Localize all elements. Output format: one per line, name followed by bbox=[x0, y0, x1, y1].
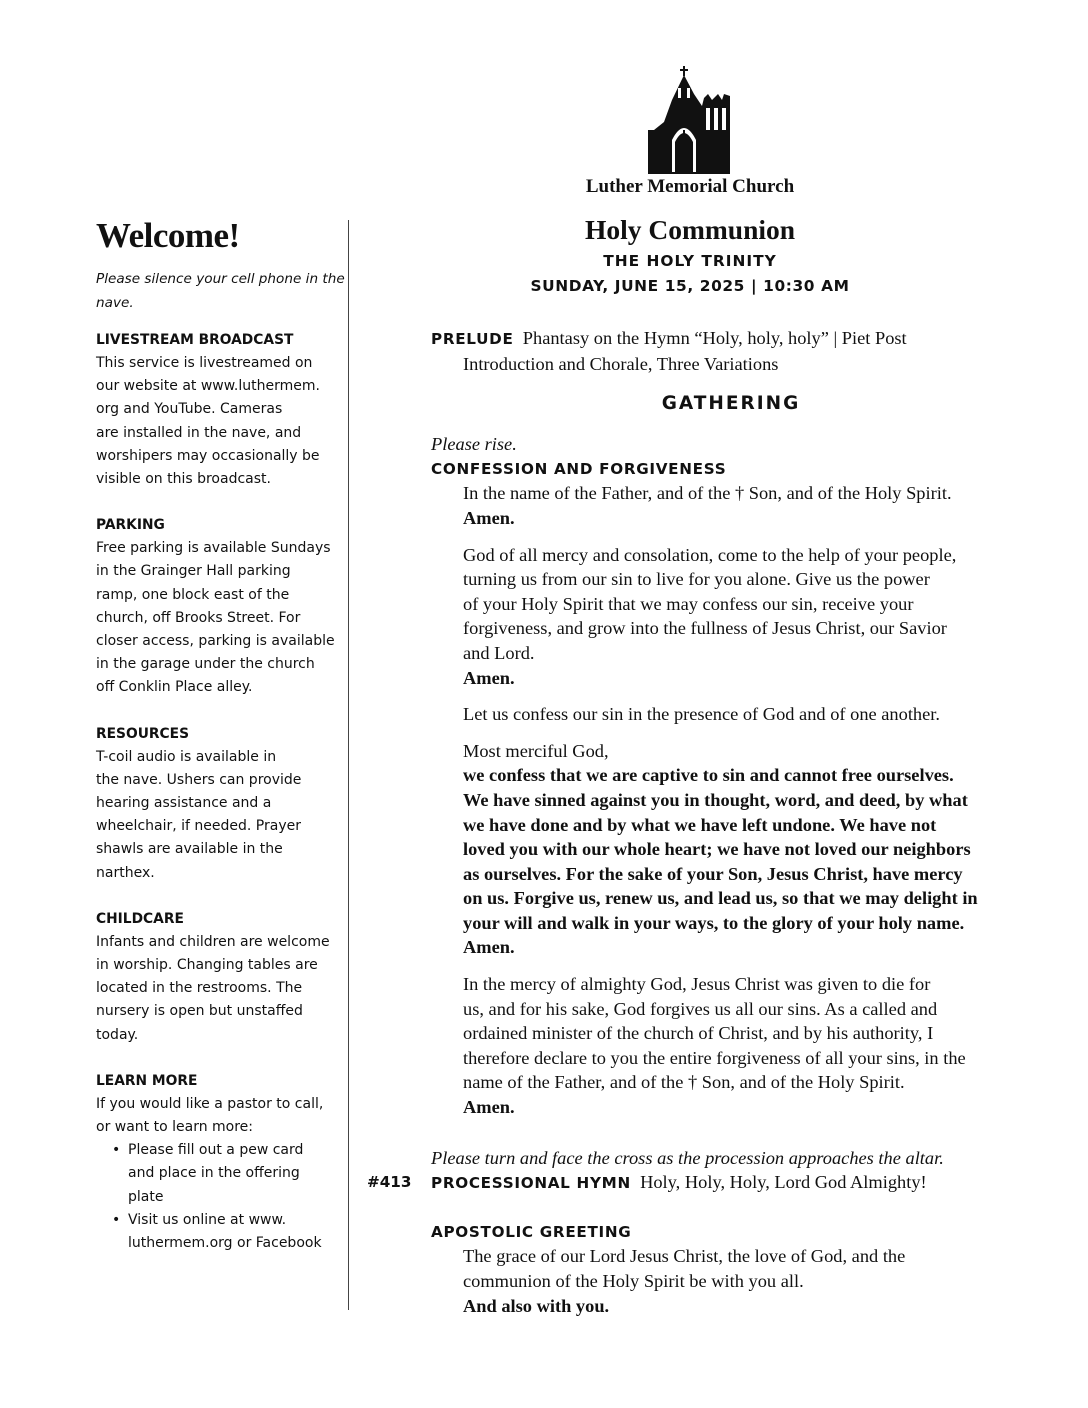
text-line: plate bbox=[128, 1188, 164, 1205]
text-line: worshipers may occasionally be bbox=[96, 447, 320, 464]
text-line: therefore declare to you the entire forgiveness of all your sins, in the bbox=[463, 1047, 966, 1068]
service-date: SUNDAY, JUNE 15, 2025 | 10:30 AM bbox=[530, 277, 850, 295]
text-line: in the garage under the church bbox=[96, 656, 315, 673]
list-item bbox=[112, 1209, 334, 1255]
absolution bbox=[463, 972, 1031, 1120]
invocation bbox=[463, 481, 1031, 530]
text-line: church, off Brooks Street. For bbox=[96, 609, 301, 626]
text-line: Free parking is available Sundays bbox=[96, 540, 331, 557]
rubric-please-rise: Please rise. bbox=[431, 434, 517, 455]
text-line: we confess that we are captive to sin and cannot free ourselves. bbox=[463, 765, 954, 786]
invitation-to-confession bbox=[463, 702, 1031, 727]
service-subtitle: THE HOLY TRINITY bbox=[603, 252, 777, 270]
greeting-heading: APOSTOLIC GREETING bbox=[431, 1222, 632, 1241]
text-line: us, and for his sake, God forgives us all our sins. As a called and bbox=[463, 998, 938, 1019]
welcome-note-line: nave. bbox=[96, 294, 134, 311]
text-line: forgiveness, and grow into the fullness of Jesus Christ, our Savior bbox=[463, 618, 947, 639]
text-line: as ourselves. For the sake of your Son, Jesus Christ, have mercy bbox=[463, 863, 963, 884]
text-line: visible on this broadcast. bbox=[96, 471, 271, 488]
text-line: today. bbox=[96, 1026, 139, 1043]
parking-heading: PARKING bbox=[96, 517, 165, 534]
text-line: Infants and children are welcome bbox=[96, 933, 330, 950]
text-line: ordained minister of the church of Christ, and by his authority, I bbox=[463, 1023, 934, 1044]
prelude-label: PRELUDE bbox=[431, 330, 514, 348]
text-line: name of the Father, and of the † Son, and of the Holy Spirit. bbox=[463, 1072, 905, 1093]
text-line: In the mercy of almighty God, Jesus Christ was given to die for bbox=[463, 974, 931, 995]
text-line: If you would like a pastor to call, bbox=[96, 1095, 324, 1112]
hymn-number: #413 bbox=[367, 1173, 412, 1192]
apostolic-greeting bbox=[463, 1244, 1031, 1318]
text-line: and Lord. bbox=[463, 642, 535, 663]
confession-prayer bbox=[463, 739, 1031, 960]
processional-hymn bbox=[367, 1170, 1031, 1196]
text-line: narthex. bbox=[96, 864, 155, 881]
text-line: of your Holy Spirit that we may confess our sin, receive your bbox=[463, 593, 914, 614]
order-of-service bbox=[367, 326, 1031, 1318]
text-line: on us. Forgive us, renew us, and lead us, so that we may delight in bbox=[463, 888, 978, 909]
rubric-procession: Please turn and face the cross as the procession approaches the altar. bbox=[431, 1147, 944, 1168]
text-line: hearing assistance and a bbox=[96, 795, 272, 812]
text-line: • Please fill out a pew card bbox=[128, 1142, 304, 1159]
text-line: The grace of our Lord Jesus Christ, the love of God, and the bbox=[463, 1246, 906, 1267]
welcome-title: Welcome! bbox=[96, 216, 240, 255]
text-line: God of all mercy and consolation, come to the help of your people, bbox=[463, 544, 957, 565]
text-line: in worship. Changing tables are bbox=[96, 957, 318, 974]
text-line: In the name of the Father, and of the † Son, and of the Holy Spirit. bbox=[463, 483, 952, 504]
church-icon bbox=[642, 66, 738, 174]
text-line: or want to learn more: bbox=[96, 1119, 254, 1136]
text-line: T-coil audio is available in bbox=[96, 748, 277, 765]
text-line: are installed in the nave, and bbox=[96, 424, 302, 441]
text-line: turning us from our sin to live for you alone. Give us the power bbox=[463, 569, 930, 590]
parking-text bbox=[96, 537, 334, 699]
greeting-response: And also with you. bbox=[463, 1295, 610, 1316]
text-line: communion of the Holy Spirit be with you all. bbox=[463, 1271, 804, 1291]
text-line: We have sinned against you in thought, word, and deed, by what bbox=[463, 789, 968, 810]
text-line: and place in the offering bbox=[128, 1165, 300, 1182]
text-line: our website at www.luthermem. bbox=[96, 378, 320, 395]
livestream-heading: LIVESTREAM BROADCAST bbox=[96, 332, 294, 348]
childcare-heading: CHILDCARE bbox=[96, 910, 184, 927]
welcome-sidebar bbox=[96, 214, 345, 1255]
prelude-line bbox=[431, 326, 1031, 352]
welcome-note-line: Please silence your cell phone in the bbox=[96, 271, 345, 287]
text-line: • Visit us online at www. bbox=[128, 1211, 287, 1228]
learn-more-list bbox=[96, 1139, 334, 1255]
text-line: nursery is open but unstaffed bbox=[96, 1003, 303, 1020]
text-line: org and YouTube. Cameras bbox=[96, 401, 283, 418]
prayer-of-preparation bbox=[463, 543, 1031, 691]
resources-text bbox=[96, 746, 334, 885]
text-line: we have done and by what we have left undone. We have not bbox=[463, 814, 937, 835]
list-item bbox=[112, 1139, 334, 1209]
amen-response: Amen. bbox=[463, 1097, 515, 1118]
amen-response: Amen. bbox=[463, 667, 515, 688]
learn-more-text bbox=[96, 1093, 334, 1139]
text-line: Let us confess our sin in the presence of God and of one another. bbox=[463, 704, 940, 725]
confession-heading: CONFESSION AND FORGIVENESS bbox=[431, 459, 727, 478]
learn-more-heading: LEARN MORE bbox=[96, 1072, 198, 1089]
text-line: the nave. Ushers can provide bbox=[96, 771, 302, 788]
text-line: wheelchair, if needed. Prayer bbox=[96, 818, 301, 835]
hymn-label: PROCESSIONAL HYMN bbox=[431, 1174, 631, 1193]
amen-response: Amen. bbox=[463, 937, 515, 958]
text-line: shawls are available in the bbox=[96, 841, 283, 858]
section-heading-gathering: GATHERING bbox=[661, 393, 801, 415]
amen-response: Amen. bbox=[463, 507, 515, 528]
resources-heading: RESOURCES bbox=[96, 725, 190, 742]
text-line: off Conklin Place alley. bbox=[96, 679, 253, 696]
text-line: your will and walk in your ways, to the glory of your holy name. bbox=[463, 912, 965, 933]
church-name: Luther Memorial Church bbox=[585, 176, 795, 197]
hymn-title: Holy, Holy, Holy, Lord God Almighty! bbox=[640, 1172, 927, 1193]
text-line: in the Grainger Hall parking bbox=[96, 563, 291, 580]
prelude-title: Phantasy on the Hymn “Holy, holy, holy” | Piet Post bbox=[522, 328, 907, 348]
text-line: luthermem.org or Facebook bbox=[128, 1235, 322, 1252]
text-line: Most merciful God, bbox=[463, 740, 609, 761]
livestream-text bbox=[96, 352, 334, 491]
prelude-subtitle: Introduction and Chorale, Three Variations bbox=[463, 353, 779, 374]
text-line: ramp, one block east of the bbox=[96, 586, 290, 603]
text-line: This service is livestreamed on bbox=[96, 355, 313, 371]
childcare-text bbox=[96, 931, 334, 1047]
column-divider bbox=[348, 220, 349, 1310]
text-line: closer access, parking is available bbox=[96, 633, 335, 650]
welcome-note bbox=[96, 268, 345, 315]
text-line: located in the restrooms. The bbox=[96, 980, 303, 997]
text-line: loved you with our whole heart; we have not loved our neighbors bbox=[463, 839, 971, 860]
service-title: Holy Communion bbox=[584, 214, 796, 245]
